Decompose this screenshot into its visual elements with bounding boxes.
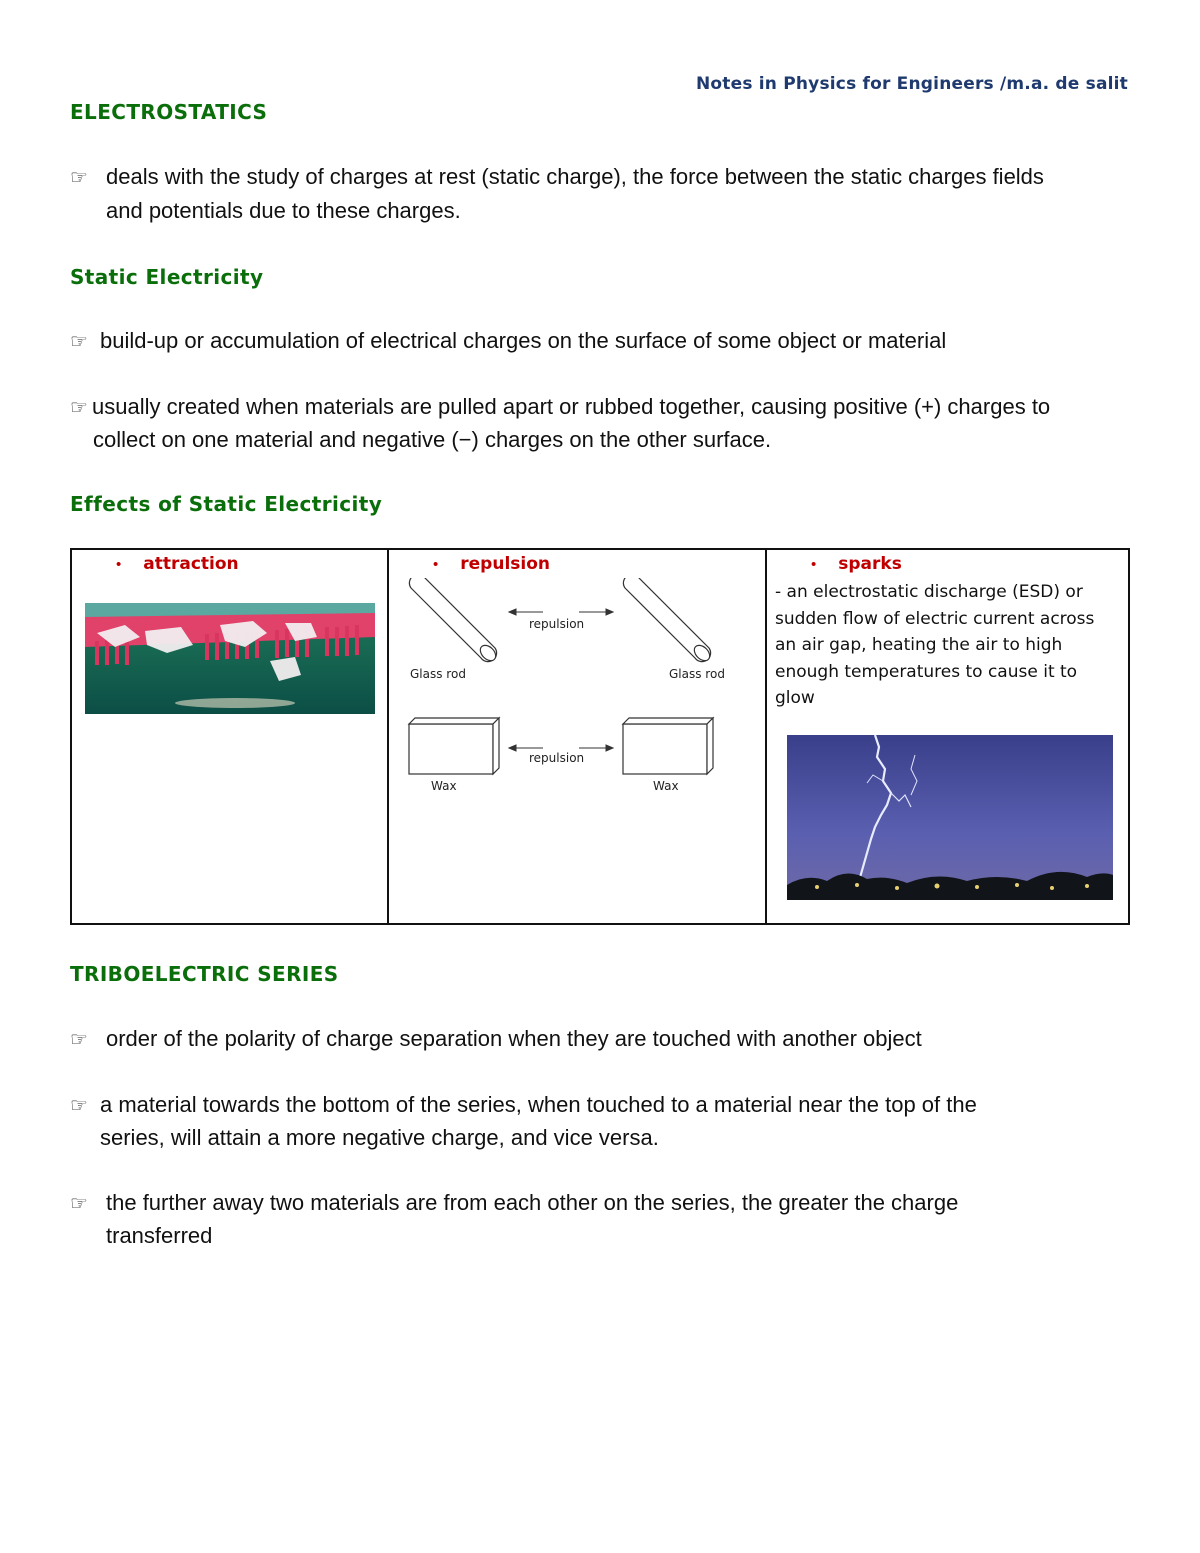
heading-electrostatics: ELECTROSTATICS xyxy=(70,100,268,124)
label-sparks: sparks xyxy=(838,554,902,574)
tribo-bullet-2-line1: a material towards the bottom of the series, when touched to a material near the top of the xyxy=(100,1092,977,1117)
heading-effects: Effects of Static Electricity xyxy=(70,492,383,516)
tribo-bullet-3-line1: the further away two materials are from each other on the series, the greater the charge xyxy=(106,1190,959,1215)
repulsion-diagram xyxy=(403,578,753,803)
electrostatics-line2: and potentials due to these charges. xyxy=(106,198,461,223)
diagram-label-glass-rod-right: Glass rod xyxy=(669,667,725,681)
diagram-label-wax-right: Wax xyxy=(653,779,679,793)
label-attraction: attraction xyxy=(143,554,239,574)
electrostatics-line1: deals with the study of charges at rest (static charge), the force between the static charges fields xyxy=(106,164,1044,189)
pointing-hand-icon: ☞ xyxy=(70,1193,88,1215)
pointing-hand-icon: ☞ xyxy=(70,167,88,189)
sparks-desc-line: an air gap, heating the air to high xyxy=(775,635,1063,655)
diagram-label-wax-left: Wax xyxy=(431,779,457,793)
heading-triboelectric: TRIBOELECTRIC SERIES xyxy=(70,962,339,986)
lightning-photo xyxy=(787,735,1113,900)
tribo-bullet-1-text: order of the polarity of charge separation when they are touched with another object xyxy=(106,1026,922,1051)
diagram-label-glass-rod-left: Glass rod xyxy=(410,667,466,681)
sparks-description xyxy=(775,579,1094,712)
static-bullet-1-text: build-up or accumulation of electrical charges on the surface of some object or material xyxy=(100,328,947,353)
tribo-bullet-1 xyxy=(70,1022,922,1057)
header-note: Notes in Physics for Engineers /m.a. de salit xyxy=(695,74,1128,94)
pointing-hand-icon: ☞ xyxy=(70,397,88,419)
bullet-dot-icon: • xyxy=(811,556,817,573)
tribo-bullet-2 xyxy=(70,1088,977,1123)
static-bullet-2 xyxy=(70,390,1050,425)
attraction-photo xyxy=(85,603,375,714)
pointing-hand-icon: ☞ xyxy=(70,1095,88,1117)
tribo-bullet-2-line2: series, will attain a more negative charge, and vice versa. xyxy=(100,1125,659,1150)
diagram-label-repulsion-top: repulsion xyxy=(529,617,585,631)
heading-static-electricity: Static Electricity xyxy=(70,265,264,289)
cell-repulsion xyxy=(387,550,766,923)
label-repulsion: repulsion xyxy=(460,554,551,574)
tribo-bullet-3-line2: transferred xyxy=(106,1223,213,1248)
cell-sparks xyxy=(765,550,1128,923)
effects-table xyxy=(70,548,1130,925)
static-bullet-2-line1: usually created when materials are pulled apart or rubbed together, causing positive (+) charges to xyxy=(92,394,1051,419)
pointing-hand-icon: ☞ xyxy=(70,1029,88,1051)
pointing-hand-icon: ☞ xyxy=(70,331,88,353)
sparks-desc-line: - an electrostatic discharge (ESD) or xyxy=(775,582,1083,602)
bullet-dot-icon: • xyxy=(116,556,122,573)
sparks-desc-line: sudden flow of electric current across xyxy=(775,608,1095,629)
static-bullet-2-line2: collect on one material and negative (−) charges on the other surface. xyxy=(93,427,772,452)
sparks-desc-line: enough temperatures to cause it to xyxy=(775,661,1078,682)
static-bullet-1 xyxy=(70,324,946,359)
bullet-dot-icon: • xyxy=(433,556,439,573)
tribo-bullet-3 xyxy=(70,1186,958,1221)
sparks-desc-line: glow xyxy=(775,688,815,708)
cell-attraction xyxy=(72,550,388,923)
electrostatics-bullet xyxy=(70,160,1044,195)
diagram-label-repulsion-bottom: repulsion xyxy=(529,751,585,765)
